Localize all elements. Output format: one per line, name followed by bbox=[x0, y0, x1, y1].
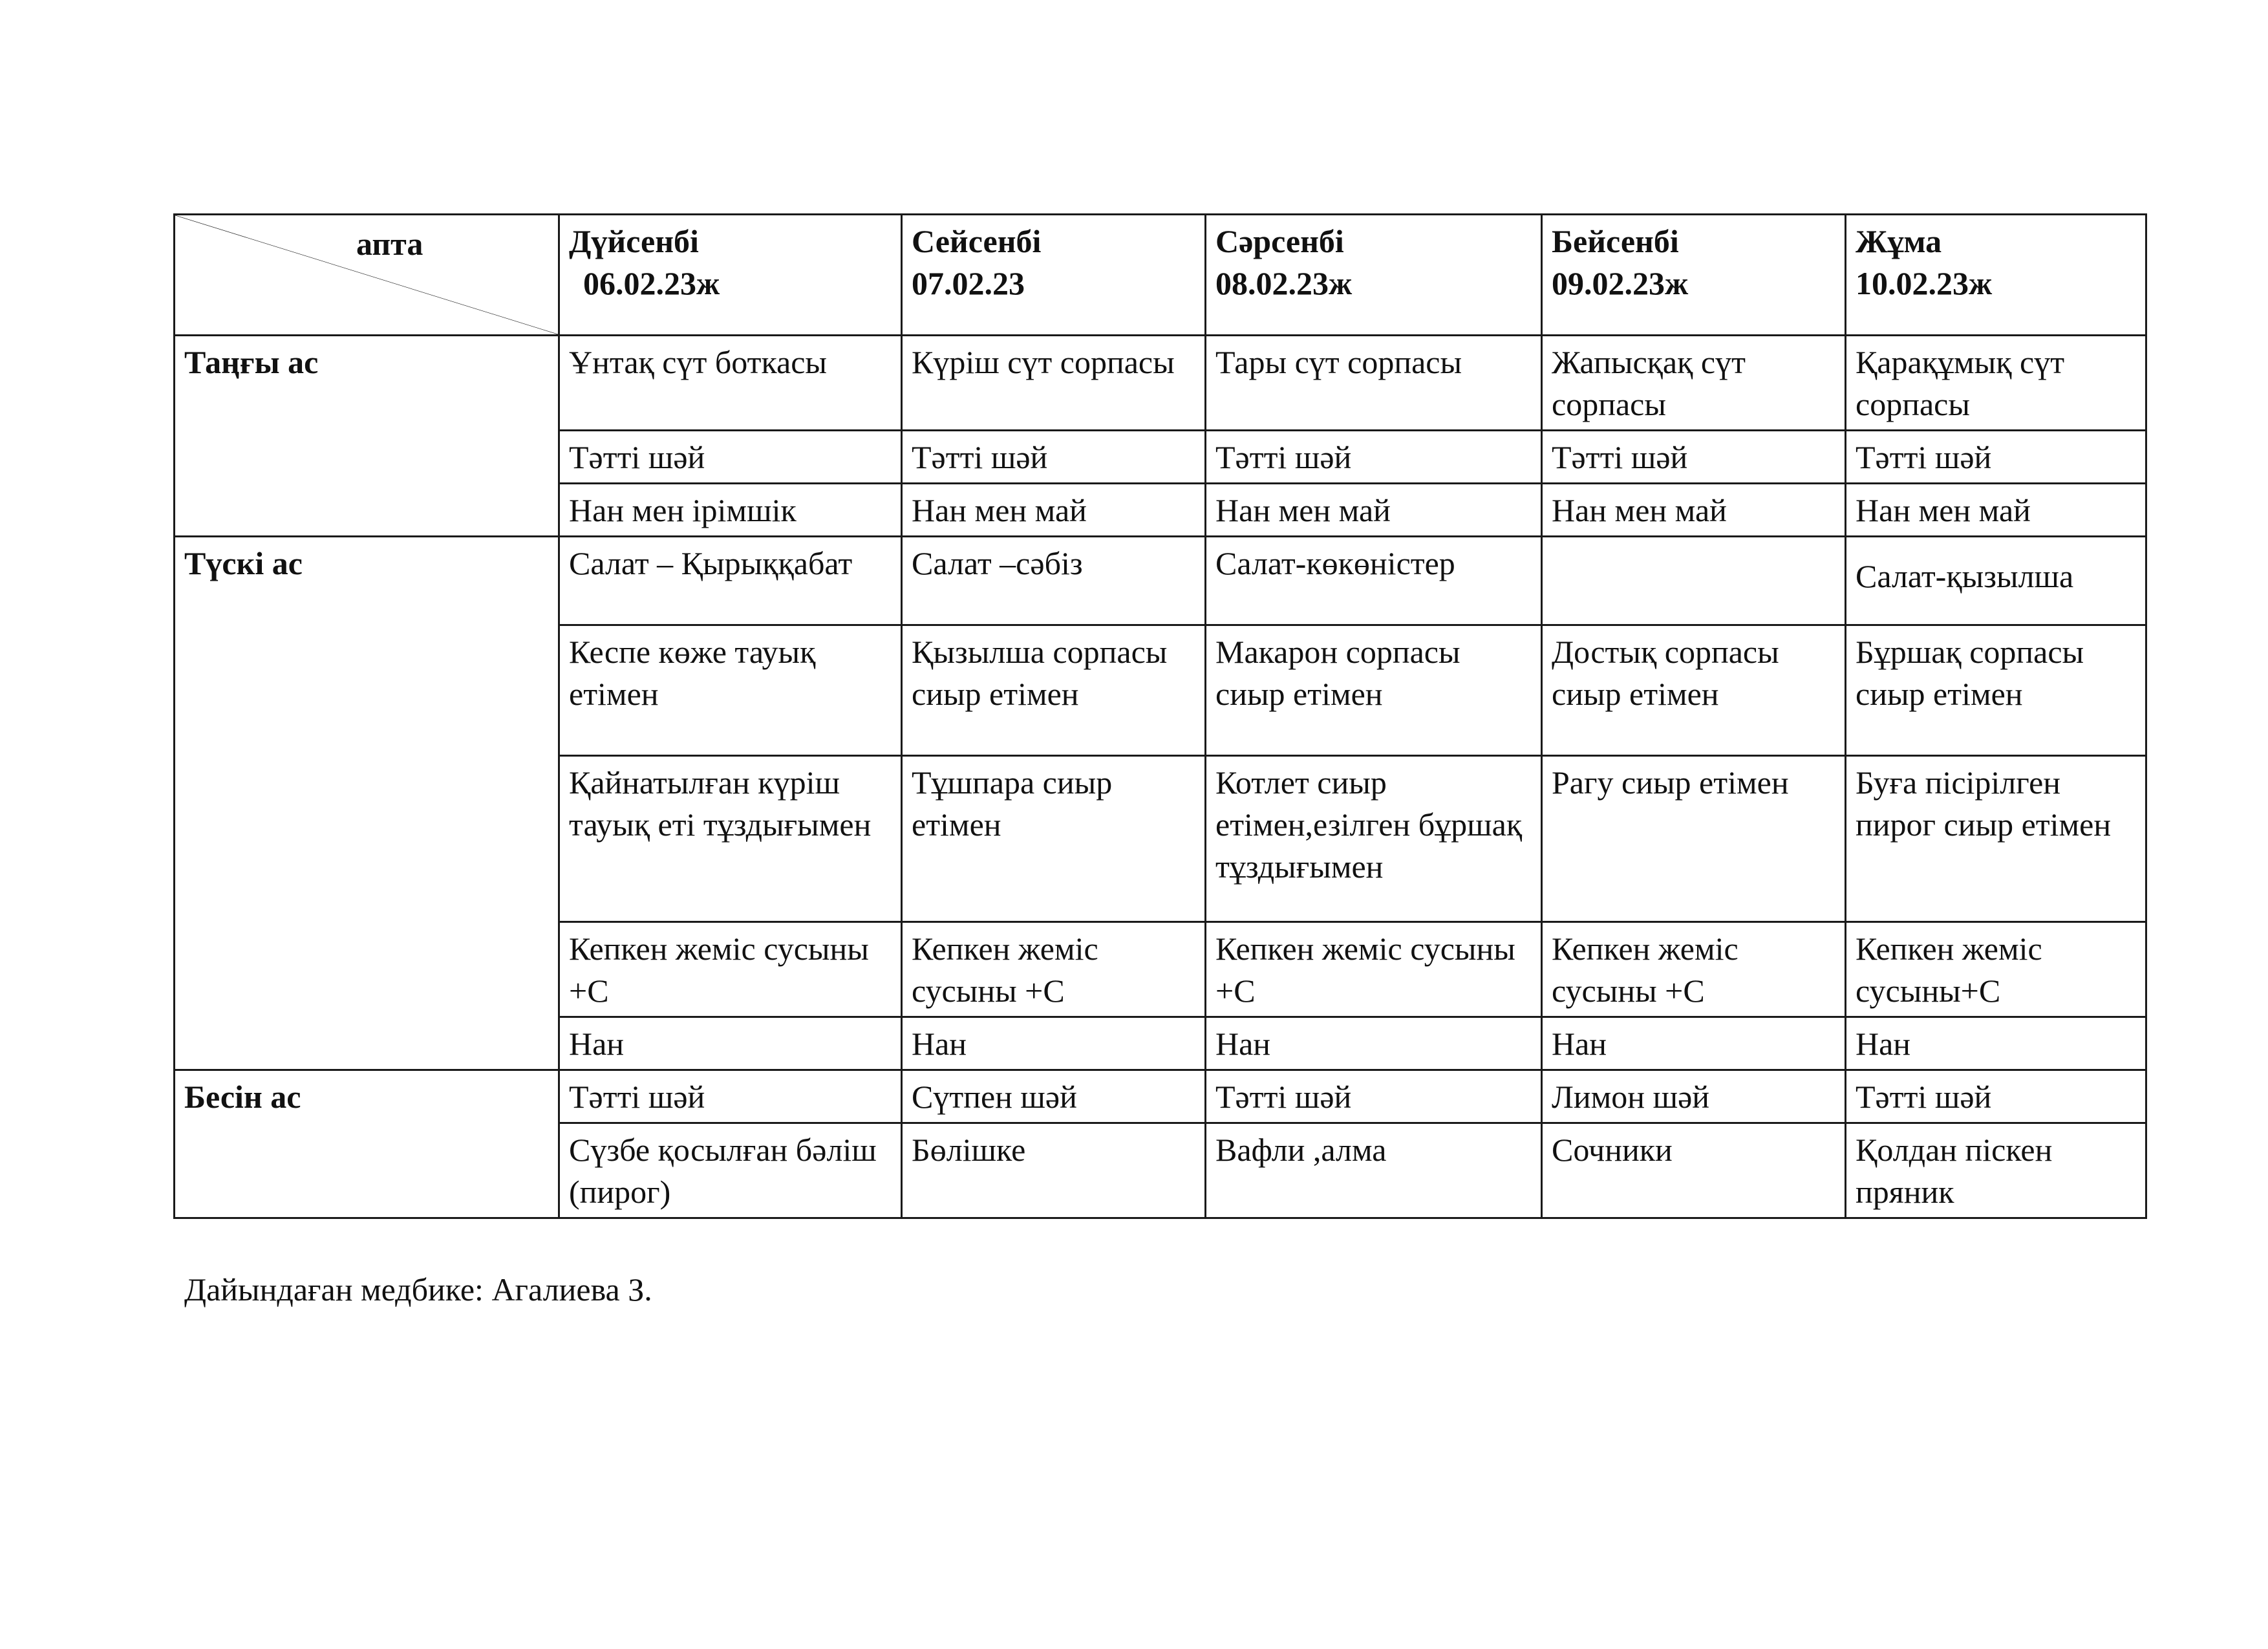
menu-cell: Қарақұмық сүт сорпасы bbox=[1846, 336, 2146, 431]
day-name: Жұма bbox=[1856, 223, 1942, 259]
menu-cell: Тары сүт сорпасы bbox=[1206, 336, 1542, 431]
day-header-thursday bbox=[1542, 215, 1846, 336]
week-label: апта bbox=[356, 226, 423, 262]
day-date: 09.02.23ж bbox=[1552, 265, 1689, 301]
menu-cell: Тәтті шәй bbox=[1206, 431, 1542, 484]
table-row bbox=[175, 336, 2146, 431]
table-row bbox=[175, 537, 2146, 625]
menu-cell: Кепкен жеміс сусыны +С bbox=[1206, 922, 1542, 1017]
menu-cell: Сүтпен шәй bbox=[902, 1070, 1206, 1123]
day-header-tuesday bbox=[902, 215, 1206, 336]
menu-cell: Рагу сиыр етімен bbox=[1542, 756, 1846, 922]
menu-cell: Нан bbox=[1846, 1017, 2146, 1070]
menu-cell: Котлет сиыр етімен,езілген бұршақ тұздығымен bbox=[1206, 756, 1542, 922]
day-name: Бейсенбі bbox=[1552, 223, 1679, 259]
menu-cell: Күріш сүт сорпасы bbox=[902, 336, 1206, 431]
menu-cell: Нан bbox=[902, 1017, 1206, 1070]
menu-cell: Нан bbox=[1206, 1017, 1542, 1070]
corner-cell bbox=[175, 215, 559, 336]
prepared-by-note: Дайындаған медбике: Агалиева З. bbox=[184, 1271, 652, 1308]
meal-breakfast: Таңғы ас bbox=[175, 336, 559, 537]
menu-cell: Қайнатылған күріш тауық еті тұздығымен bbox=[559, 756, 902, 922]
menu-cell: Сочники bbox=[1542, 1123, 1846, 1218]
menu-cell: Кепкен жеміс сусыны +С bbox=[559, 922, 902, 1017]
menu-cell: Нан bbox=[559, 1017, 902, 1070]
menu-cell: Тәтті шәй bbox=[1542, 431, 1846, 484]
menu-cell: Нан мен май bbox=[1542, 484, 1846, 537]
menu-cell: Буға пісірілген пирог сиыр етімен bbox=[1846, 756, 2146, 922]
menu-cell: Салат-көкөністер bbox=[1206, 537, 1542, 625]
menu-cell bbox=[1542, 537, 1846, 625]
menu-cell: Кепкен жеміс сусыны +С bbox=[902, 922, 1206, 1017]
menu-cell: Нан мен май bbox=[1846, 484, 2146, 537]
header-row bbox=[175, 215, 2146, 336]
menu-cell: Салат –сәбіз bbox=[902, 537, 1206, 625]
menu-cell: Нан мен май bbox=[902, 484, 1206, 537]
day-date: 06.02.23ж bbox=[583, 265, 720, 301]
day-name: Сейсенбі bbox=[912, 223, 1042, 259]
menu-cell: Макарон сорпасы сиыр етімен bbox=[1206, 625, 1542, 756]
day-date: 08.02.23ж bbox=[1215, 265, 1353, 301]
menu-cell: Қызылша сорпасы сиыр етімен bbox=[902, 625, 1206, 756]
menu-cell: Бөлішке bbox=[902, 1123, 1206, 1218]
weekly-menu-table bbox=[173, 213, 2147, 1219]
day-header-wednesday bbox=[1206, 215, 1542, 336]
menu-cell: Жапысқақ сүт сорпасы bbox=[1542, 336, 1846, 431]
day-header-friday bbox=[1846, 215, 2146, 336]
menu-cell: Тәтті шәй bbox=[1206, 1070, 1542, 1123]
menu-cell: Лимон шәй bbox=[1542, 1070, 1846, 1123]
day-header-monday bbox=[559, 215, 902, 336]
meal-afternoon-snack: Бесін ас bbox=[175, 1070, 559, 1218]
meal-lunch: Түскі ас bbox=[175, 537, 559, 1070]
menu-cell: Достық сорпасы сиыр етімен bbox=[1542, 625, 1846, 756]
day-name: Дүйсенбі bbox=[569, 223, 699, 259]
menu-cell: Тәтті шәй bbox=[559, 431, 902, 484]
menu-cell: Кепкен жеміс сусыны+С bbox=[1846, 922, 2146, 1017]
menu-cell: Салат-қызылша bbox=[1846, 537, 2146, 625]
day-name: Сәрсенбі bbox=[1215, 223, 1344, 259]
menu-cell: Нан bbox=[1542, 1017, 1846, 1070]
menu-cell: Вафли ,алма bbox=[1206, 1123, 1542, 1218]
table-row bbox=[175, 1070, 2146, 1123]
day-date: 07.02.23 bbox=[912, 265, 1025, 301]
menu-cell: Ұнтақ сүт боткасы bbox=[559, 336, 902, 431]
menu-cell: Кеспе көже тауық етімен bbox=[559, 625, 902, 756]
menu-cell: Сүзбе қосылған бәліш (пирог) bbox=[559, 1123, 902, 1218]
menu-cell: Тәтті шәй bbox=[1846, 1070, 2146, 1123]
menu-cell: Тәтті шәй bbox=[559, 1070, 902, 1123]
menu-cell: Нан мен май bbox=[1206, 484, 1542, 537]
menu-cell: Нан мен ірімшік bbox=[559, 484, 902, 537]
menu-cell: Салат – Қырыққабат bbox=[559, 537, 902, 625]
menu-cell: Тұшпара сиыр етімен bbox=[902, 756, 1206, 922]
menu-cell: Тәтті шәй bbox=[1846, 431, 2146, 484]
menu-cell: Кепкен жеміс сусыны +С bbox=[1542, 922, 1846, 1017]
menu-cell: Бұршақ сорпасы сиыр етімен bbox=[1846, 625, 2146, 756]
menu-cell: Тәтті шәй bbox=[902, 431, 1206, 484]
menu-cell: Қолдан піскен пряник bbox=[1846, 1123, 2146, 1218]
day-date: 10.02.23ж bbox=[1856, 265, 1993, 301]
